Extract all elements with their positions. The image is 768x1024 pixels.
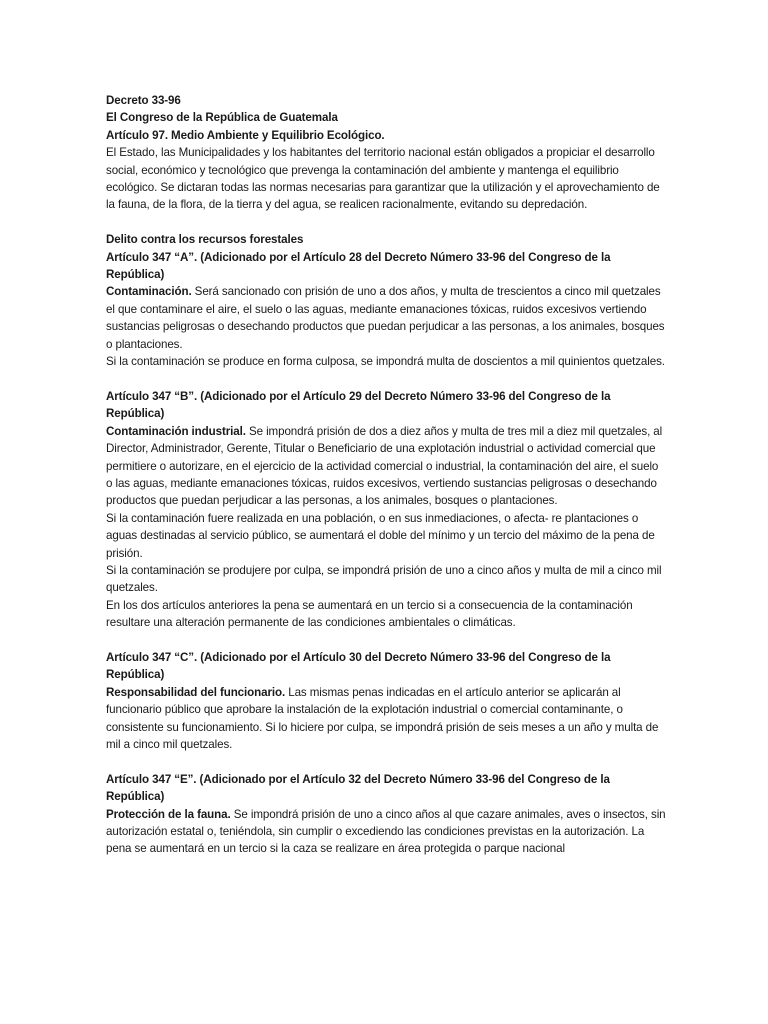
article-347a-text: Será sancionado con prisión de uno a dos años, y multa de trescientos a cinco mil quetzales el que contaminare el aire, el suelo o las aguas, mediante emanaciones tóxicas, ruidos excesivos vertiendo sustancias peligrosas o desechando productos que puedan perjudicar a las personas, a los animales, bosques o plantaciones.: [106, 285, 665, 351]
article-347c: [106, 649, 666, 753]
document-page: [106, 92, 666, 858]
article-347e: [106, 771, 666, 858]
decree-number: Decreto 33-96: [106, 94, 181, 107]
article-347a-paragraph: [106, 283, 666, 353]
document-header: [106, 92, 666, 214]
spacer: [106, 753, 666, 770]
article-347a-heading: Artículo 347 “A”. (Adicionado por el Artículo 28 del Decreto Número 33-96 del Congreso de la República): [106, 250, 611, 282]
article-347c-lead: Responsabilidad del funcionario.: [106, 685, 286, 699]
article-347b-paragraph: [106, 423, 666, 510]
article-347a-paragraph-2: Si la contaminación se produce en forma culposa, se impondrá multa de doscientos a mil quinientos quetzales.: [106, 355, 665, 369]
issuing-body: El Congreso de la República de Guatemala: [106, 111, 338, 125]
article-347c-heading: Artículo 347 “C”. (Adicionado por el Artículo 30 del Decreto Número 33-96 del Congreso de la República): [106, 650, 611, 682]
article-347b-heading: Artículo 347 “B”. (Adicionado por el Artículo 29 del Decreto Número 33-96 del Congreso de la República): [106, 389, 611, 421]
article-347b-paragraph-2: Si la contaminación fuere realizada en una población, o en sus inmediaciones, o afecta- re plantaciones o aguas destinadas al servicio público, se aumentará el doble del mínimo y un tercio del máximo de la pena de prisión.: [106, 511, 655, 560]
spacer: [106, 632, 666, 649]
article-97-title: Artículo 97. Medio Ambiente y Equilibrio Ecológico.: [106, 128, 385, 142]
article-347c-text: Las mismas penas indicadas en el artículo anterior se aplicarán al funcionario público que aprobare la instalación de la explotación industrial o comercial contaminante, o consistente su funcionamiento. Si lo hiciere por culpa, se impondrá prisión de seis meses a un año y multa de mil a cinco mil quetzales.: [106, 685, 659, 751]
article-347b-paragraph-4: En los dos artículos anteriores la pena se aumentará en un tercio si a consecuencia de la contaminación resultare una alteración permanente de las condiciones ambientales o climáticas.: [106, 598, 633, 630]
article-347b-lead: Contaminación industrial.: [106, 424, 246, 438]
article-347a: [106, 231, 666, 370]
article-347e-lead: Protección de la fauna.: [106, 807, 231, 821]
section-title: Delito contra los recursos forestales: [106, 233, 304, 247]
article-347e-paragraph: [106, 806, 666, 858]
article-347e-text: Se impondrá prisión de uno a cinco años al que cazare animales, aves o insectos, sin autorización estatal o, teniéndola, sin cumplir o excediendo las condiciones previstas en la autorización. La pena se aumentará en un tercio si la caza se realizare en área protegida o parque nacional: [106, 807, 666, 856]
article-347c-paragraph: [106, 684, 666, 754]
article-347b-paragraph-3: Si la contaminación se produjere por culpa, se impondrá prisión de uno a cinco años y multa de mil a cinco mil quetzales.: [106, 563, 662, 595]
article-347b-text: Se impondrá prisión de dos a diez años y multa de tres mil a diez mil quetzales, al Director, Administrador, Gerente, Titular o Beneficiario de una explotación industrial o actividad comercial que permitiere o autorizare, en el ejercicio de la actividad comercial o industrial, la contaminación del aire, el suelo o las aguas, mediante emanaciones tóxicas, ruidos excesivos, vertiendo sustancias peligrosas o desechando productos que puedan perjudicar a las personas, a los animales, bosques o plantaciones.: [106, 424, 663, 508]
article-97-body: El Estado, las Municipalidades y los habitantes del territorio nacional están obligados a propiciar el desarrollo social, económico y tecnológico que prevenga la contaminación del ambiente y mantenga el equilibrio ecológico. Se dictaran todas las normas necesarias para garantizar que la utilización y el aprovechamiento de la fauna, de la flora, de la tierra y del agua, se realicen racionalmente, evitando su depredación.: [106, 146, 660, 212]
spacer: [106, 214, 666, 231]
article-347e-heading: Artículo 347 “E”. (Adicionado por el Artículo 32 del Decreto Número 33-96 del Congreso de la República): [106, 772, 610, 804]
spacer: [106, 370, 666, 387]
article-347a-lead: Contaminación.: [106, 285, 192, 299]
article-347b: [106, 388, 666, 632]
